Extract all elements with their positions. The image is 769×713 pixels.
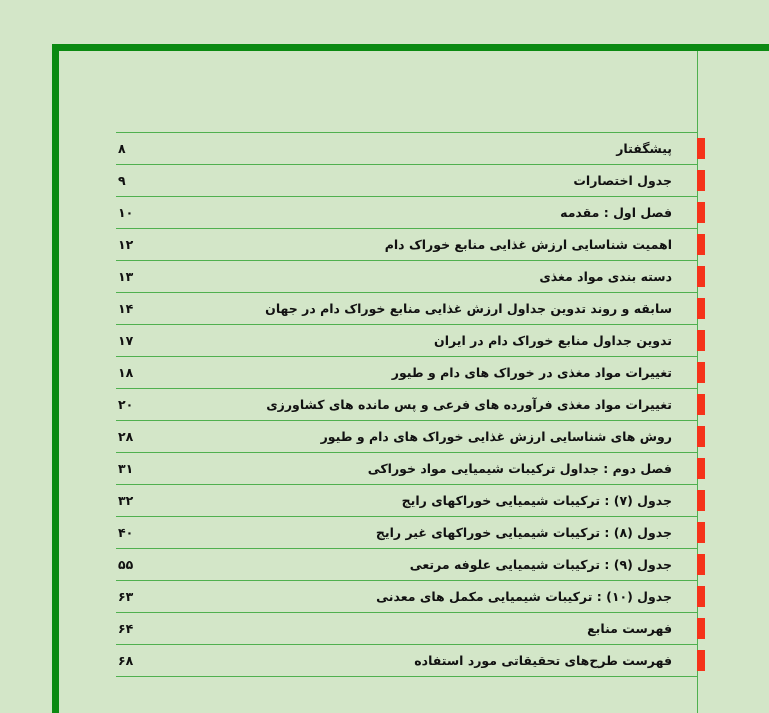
toc-page-number: ۱۷ — [118, 333, 134, 348]
toc-entry[interactable] — [116, 645, 698, 677]
toc-entry[interactable] — [116, 293, 698, 325]
toc-page-number: ۱۲ — [118, 237, 134, 252]
toc-marker — [697, 234, 705, 255]
toc-page-number: ۳۲ — [118, 493, 134, 508]
toc-marker — [697, 394, 705, 415]
toc-marker — [697, 426, 705, 447]
toc-entry[interactable] — [116, 197, 698, 229]
toc-page-number: ۳۱ — [118, 461, 134, 476]
toc-title: روش های شناسایی ارزش غذایی خوراک های دام و طیور — [320, 429, 672, 444]
toc-entry[interactable] — [116, 357, 698, 389]
toc-title: فهرست طرح‌های تحقیقاتی مورد استفاده — [414, 653, 672, 668]
toc-page-number: ۶۸ — [118, 653, 134, 668]
toc-page-number: ۹ — [118, 173, 126, 188]
toc-page-number: ۱۸ — [118, 365, 134, 380]
toc-title: جدول (۱۰) : ترکیبات شیمیایی مکمل های معدنی — [376, 589, 672, 604]
toc-entry[interactable] — [116, 229, 698, 261]
toc-entry[interactable] — [116, 581, 698, 613]
toc-marker — [697, 362, 705, 383]
toc-title: جدول (۷) : ترکیبات شیمیایی خوراکهای رایج — [401, 493, 672, 508]
toc-entry[interactable] — [116, 517, 698, 549]
toc-page-number: ۱۴ — [118, 301, 134, 316]
toc-page-number: ۱۰ — [118, 205, 134, 220]
toc-marker — [697, 586, 705, 607]
toc-title: جدول اختصارات — [573, 173, 672, 188]
toc-title: تغییرات مواد مغذی فرآورده های فرعی و پس مانده های کشاورزی — [266, 397, 672, 412]
toc-page-number: ۶۳ — [118, 589, 134, 604]
toc-entry[interactable] — [116, 549, 698, 581]
toc-entry[interactable] — [116, 421, 698, 453]
toc-page-number: ۲۰ — [118, 397, 134, 412]
toc-entry[interactable] — [116, 325, 698, 357]
toc-marker — [697, 554, 705, 575]
toc-page-number: ۴۰ — [118, 525, 134, 540]
toc-entry[interactable] — [116, 613, 698, 645]
toc-marker — [697, 138, 705, 159]
toc-entry[interactable] — [116, 485, 698, 517]
toc-title: جدول (۸) : ترکیبات شیمیایی خوراکهای غیر رایج — [375, 525, 672, 540]
toc-marker — [697, 650, 705, 671]
toc-title: جدول (۹) : ترکیبات شیمیایی علوفه مرتعی — [409, 557, 672, 572]
toc-marker — [697, 170, 705, 191]
toc-title: فصل اول : مقدمه — [560, 205, 672, 220]
toc-page-number: ۱۳ — [118, 269, 134, 284]
toc-title: پیشگفتار — [616, 141, 672, 156]
toc-page-number: ۲۸ — [118, 429, 134, 444]
toc-page-number: ۵۵ — [118, 557, 134, 572]
toc-marker — [697, 298, 705, 319]
toc-page-number: ۶۴ — [118, 621, 134, 636]
table-of-contents — [116, 132, 698, 677]
toc-entry[interactable] — [116, 133, 698, 165]
toc-marker — [697, 330, 705, 351]
frame-left-border — [52, 44, 59, 713]
toc-title: دسته بندی مواد مغذی — [539, 269, 672, 284]
toc-entry[interactable] — [116, 389, 698, 421]
toc-page-number: ۸ — [118, 141, 126, 156]
toc-entry[interactable] — [116, 453, 698, 485]
toc-title: فهرست منابع — [587, 621, 672, 636]
toc-entry[interactable] — [116, 261, 698, 293]
toc-marker — [697, 266, 705, 287]
frame-top-border — [52, 44, 769, 51]
toc-marker — [697, 522, 705, 543]
toc-marker — [697, 458, 705, 479]
toc-entry[interactable] — [116, 165, 698, 197]
toc-marker — [697, 618, 705, 639]
toc-title: تدوین جداول منابع خوراک دام در ایران — [434, 333, 672, 348]
toc-title: اهمیت شناسایی ارزش غذایی منابع خوراک دام — [384, 237, 672, 252]
toc-marker — [697, 490, 705, 511]
toc-title: سابقه و روند تدوین جداول ارزش غذایی منابع خوراک دام در جهان — [265, 301, 672, 316]
toc-marker — [697, 202, 705, 223]
toc-title: فصل دوم : جداول ترکیبات شیمیایی مواد خوراکی — [367, 461, 672, 476]
toc-title: تغییرات مواد مغذی در خوراک های دام و طیور — [391, 365, 672, 380]
